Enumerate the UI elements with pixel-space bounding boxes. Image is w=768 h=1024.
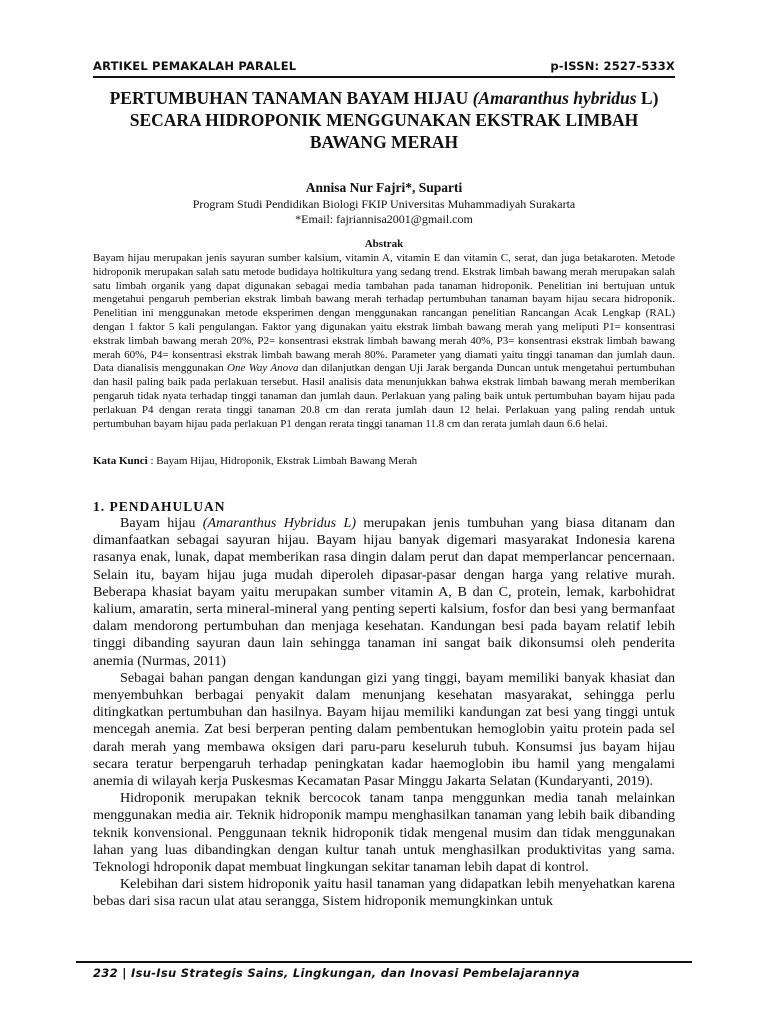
affiliation: Program Studi Pendidikan Biologi FKIP Universitas Muhammadiyah Surakarta [192,197,576,211]
abstract-text-1: Bayam hijau merupakan jenis sayuran sumber kalsium, vitamin A, vitamin E dan vitamin C, serat, dan juga betakaroten. Metode hidroponik merupakan salah satu metode budidaya holtikultura yang sedang trend. Ekstrak limbah bawang merah merupakan salah satu limbah organik yang dapat digunakan sebagai media tambahan pada tanaman hidroponik. Penelitian ini bertujuan untuk mengetahui pengaruh pemberian ekstrak limbah bawang merah terhadap pertumbuhan tanaman bayam hijau secara hidroponik. Penelitian ini menggunakan metode eksperimen dengan menggunakan rancangan penelitian Rancangan Acak Lengkap (RAL) dengan 1 faktor 5 kali pengulangan. Faktor yang digunakan yaitu ekstrak limbah bawang merah yang meliputi P1= konsentrasi ekstrak limbah bawang merah 20%, P2= konsentrasi ekstrak limbah bawang merah 40%, P3= konsentrasi ekstrak limbah bawang merah 60%, P4= konsentrasi ekstrak limbah bawang merah 80%. Parameter yang diamati yaitu tinggi tanaman dan jumlah daun. Data dianalisis menggunakan [93,252,675,375]
paragraph-1-text-b: merupakan jenis tumbuhan yang biasa ditanam dan dimanfaatkan sebagai sayuran hijau. Bayam hijau banyak digemari masyarakat Indonesia karena rasanya enak, lunak, dapat memberikan rasa dingin dalam perut dan dapat memperlancar pencernaan. Selain itu, bayam hijau juga mudah diperoleh dipasar-pasar dengan harga yang relative murah. Beberapa khasiat bayam yaitu merupakan sumber vitamin A, B dan C, protein, lemak, karbohidrat kalium, amaratin, serta mineral-mineral yang penting seperti kalsium, fosfor dan besi yang bermanfaat dalam mendorong pertumbuhan dan menjaga kesehatan. Kandungan besi pada bayam relatif lebih tinggi dibanding sayuran daun lain sehingga tanaman ini sangat baik dikonsumsi oleh penderita anemia (Nurmas, 2011) [93,515,675,669]
abstract-heading: Abstrak [364,238,404,250]
header-section-label: ARTIKEL PEMAKALAH PARALEL [93,59,297,73]
author-names: Annisa Nur Fajri*, Suparti [305,180,463,195]
paper-title [93,87,675,153]
header-issn: p-ISSN: 2527-533X [550,59,675,73]
running-header [93,59,675,77]
paragraph-1-text-a: Bayam hijau [120,515,203,531]
footer-divider [76,961,692,963]
corresponding-email: *Email: fajriannisa2001@gmail.com [295,212,473,226]
section-heading-introduction: 1. PENDAHULUAN [93,499,226,514]
abstract-text [93,252,675,431]
paragraph-4: Kelebihan dari sistem hidroponik yaitu hasil tanaman yang didapatkan lebih menyehatkan karena bebas dari sisa racun ulat atau serangga, Sistem hidroponik memungkinkan untuk [93,876,675,910]
keywords-list: : Bayam Hijau, Hidroponik, Ekstrak Limbah Bawang Merah [147,455,418,467]
paragraph-1 [93,515,675,670]
page-footer: 232 | Isu-Isu Strategis Sains, Lingkungan, dan Inovasi Pembelajarannya [93,966,580,980]
keywords [93,455,675,467]
header-divider [93,76,675,78]
abstract-text-2: dan dilanjutkan dengan Uji Jarak berganda Duncan untuk mengetahui pertumbuhan dan hasil paling baik pada perlakuan tersebut. Hasil analisis data menunjukkan bahwa ekstrak limbah bawang merah memberikan pengaruh tidak nyata terhadap tinggi tanaman dan jumlah daun. Perlakuan yang paling baik untuk pertumbuhan bayam hijau pada perlakuan P4 dengan rerata tinggi tanaman 20.8 cm dan rerata jumlah daun 12 helai. Perlakuan yang paling rendah untuk pertumbuhan bayam hijau pada perlakuan P1 dengan rerata tinggi tanaman 11.8 cm dan rerata jumlah daun 6.6 helai. [93,362,675,430]
paragraph-3: Hidroponik merupakan teknik bercocok tanam tanpa menggunkan media tanah melainkan menggunakan media air. Teknik hidroponik mampu menghasilkan tanaman yang lebih baik dibanding teknik konvensional. Penggunaan teknik hidroponik tidak mengenal musim dan tidak menggunakan lahan yang luas dibandingkan dengan kultur tanah untuk menghasilkan produktivitas yang sama. Teknologi hdroponik dapat membuat lingkungan sekitar tanaman lebih dapat di kontrol. [93,790,675,876]
paragraph-2: Sebagai bahan pangan dengan kandungan gizi yang tinggi, bayam memiliki banyak khasiat dan menyembuhkan berbagai penyakit dalam menunjang kesehatan masyarakat, sehingga perlu ditingkatkan pertumbuhan dan hasilnya. Bayam hijau memiliki kandungan zat besi yang tinggi untuk mencegah anemia. Zat besi berperan penting dalam pembentukan hemoglobin yaitu protein pada sel darah merah yang membawa oksigen dari paru-paru keseluruh tubuh. Konsumsi jus bayam hijau secara teratur berpengaruh terhadap peningkatan kadar haemoglobin ibu hamil yang mengalami anemia di wilayah kerja Puskesmas Kecamatan Pasar Minggu Jakarta Selatan (Kundaryanti, 2019). [93,669,675,790]
affiliation-block [93,197,675,227]
keywords-label: Kata Kunci [93,455,148,467]
title-part-1: PERTUMBUHAN TANAMAN BAYAM HIJAU [109,88,473,108]
title-part-2: L) SECARA HIDROPONIK MENGGUNAKAN EKSTRAK LIMBAH BAWANG MERAH [129,88,659,152]
paragraph-1-species: (Amaranthus Hybridus L) [202,515,357,531]
abstract-italic-term: One Way Anova [227,362,299,375]
section-body [93,515,675,911]
title-species: (Amaranthus hybridus [472,88,637,108]
